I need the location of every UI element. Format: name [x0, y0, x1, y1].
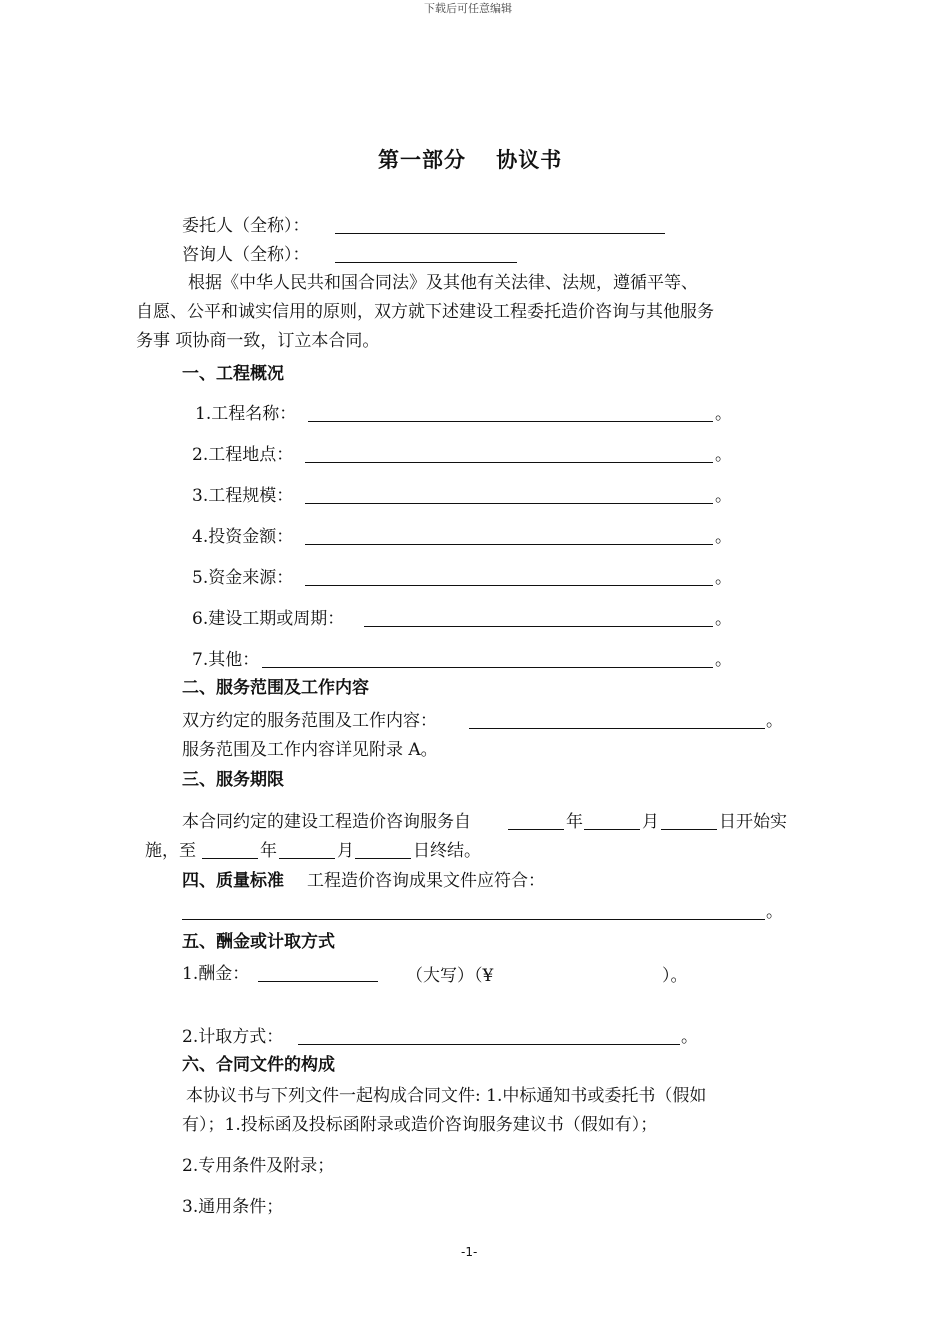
month-label: 月 — [642, 812, 659, 832]
project-location-field[interactable] — [305, 462, 713, 463]
preamble-line-1: 根据《中华人民共和国合同法》及其他有关法律、法规，遵循平等、 — [188, 273, 698, 293]
end-day-field[interactable] — [355, 858, 411, 859]
end-mark: 。 — [715, 650, 732, 670]
month-label: 月 — [337, 841, 354, 861]
section-3-heading: 三、服务期限 — [182, 770, 284, 790]
project-name-field[interactable] — [308, 421, 713, 422]
page-number: -1- — [461, 1245, 478, 1259]
end-mark: 。 — [715, 568, 732, 588]
start-year-field[interactable] — [508, 829, 564, 830]
funding-source-field[interactable] — [305, 585, 713, 586]
service-scope-field[interactable] — [469, 728, 765, 729]
end-mark: 。 — [715, 527, 732, 547]
year-label: 年 — [260, 841, 277, 861]
other-field[interactable] — [262, 667, 713, 668]
page-header-note: 下载后可任意编辑 — [424, 2, 512, 15]
investment-amount-label: 4.投资金额： — [192, 527, 294, 547]
fee-close-mark: ）。 — [662, 966, 688, 986]
section-4-heading: 四、质量标准 — [182, 871, 284, 891]
section-2-heading: 二、服务范围及工作内容 — [182, 678, 369, 698]
service-end-text: 施，至 — [145, 841, 196, 861]
quality-standard-field[interactable] — [182, 919, 765, 920]
contract-docs-line-2: 有）；1.投标函及投标函附录或造价咨询服务建议书（假如有）； — [182, 1115, 658, 1135]
fee-capital-label: （大写）（¥ — [406, 966, 494, 986]
section-6-heading: 六、合同文件的构成 — [182, 1055, 335, 1075]
other-label: 7.其他： — [192, 650, 260, 670]
project-scale-field[interactable] — [305, 503, 713, 504]
end-mark: 。 — [715, 609, 732, 629]
contract-docs-item-3: 3.通用条件； — [182, 1197, 284, 1217]
end-mark: 。 — [766, 711, 783, 731]
fee-field[interactable] — [258, 981, 378, 982]
preamble-line-2: 自愿、公平和诚实信用的原则，双方就下述建设工程委托造价咨询与其他服务 — [136, 302, 714, 322]
end-mark: 。 — [681, 1027, 698, 1047]
section-5-heading: 五、酬金或计取方式 — [182, 932, 335, 952]
end-month-field[interactable] — [279, 858, 335, 859]
start-day-label: 日开始实 — [719, 812, 787, 832]
construction-period-field[interactable] — [364, 626, 713, 627]
service-scope-appendix: 服务范围及工作内容详见附录 A。 — [182, 740, 438, 760]
end-mark: 。 — [715, 486, 732, 506]
end-mark: 。 — [715, 404, 732, 424]
end-mark: 。 — [766, 902, 783, 922]
contract-docs-item-2: 2.专用条件及附录； — [182, 1156, 335, 1176]
funding-source-label: 5.资金来源： — [192, 568, 294, 588]
year-label: 年 — [566, 812, 583, 832]
service-start-text: 本合同约定的建设工程造价咨询服务自 — [182, 812, 471, 832]
client-label: 委托人（全称）： — [182, 216, 310, 236]
start-day-field[interactable] — [661, 829, 717, 830]
end-day-label: 日终结。 — [413, 841, 481, 861]
contract-docs-line-1: 本协议书与下列文件一起构成合同文件: 1.中标通知书或委托书（假如 — [186, 1086, 707, 1106]
document-title: 第一部分 协议书 — [378, 148, 563, 172]
service-scope-label: 双方约定的服务范围及工作内容： — [182, 711, 437, 731]
project-name-label: 1.工程名称： — [195, 404, 297, 424]
section-1-heading: 一、工程概况 — [182, 364, 284, 384]
project-scale-label: 3.工程规模： — [192, 486, 294, 506]
project-location-label: 2.工程地点： — [192, 445, 294, 465]
quality-standard-text: 工程造价咨询成果文件应符合： — [307, 871, 545, 891]
fee-label: 1.酬金： — [182, 964, 250, 984]
construction-period-label: 6.建设工期或周期： — [192, 609, 345, 629]
preamble-line-3: 务事 项协商一致，订立本合同。 — [136, 331, 380, 351]
fee-method-field[interactable] — [298, 1044, 680, 1045]
fee-method-label: 2.计取方式： — [182, 1027, 284, 1047]
consultant-name-field[interactable] — [335, 262, 517, 263]
client-name-field[interactable] — [335, 233, 665, 234]
start-month-field[interactable] — [584, 829, 640, 830]
consultant-label: 咨询人（全称）： — [182, 245, 310, 265]
investment-amount-field[interactable] — [305, 544, 713, 545]
end-mark: 。 — [715, 445, 732, 465]
end-year-field[interactable] — [202, 858, 258, 859]
